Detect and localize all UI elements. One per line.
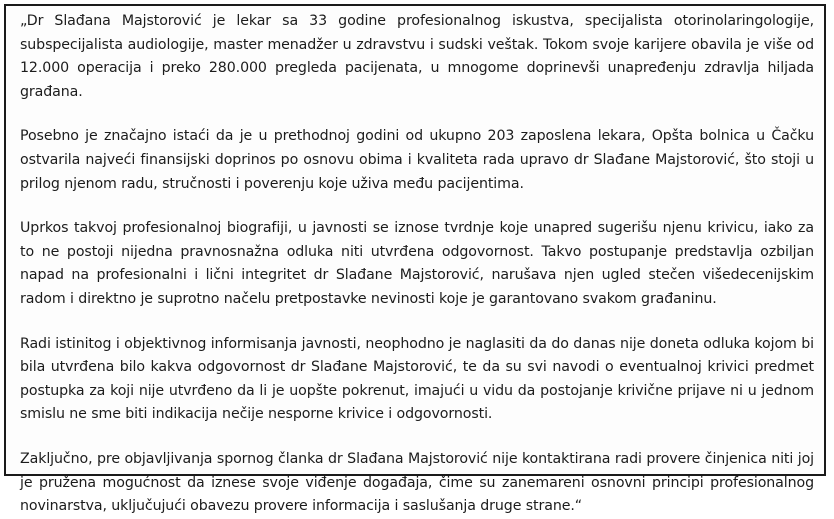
paragraph-conclusion: Zaključno, pre objavljivanja spornog članka dr Slađana Majstorović nije kontaktirana radi provere činjenica niti joj je pružena mogućnost da iznese svoje viđenje događaja, čime su zanemareni osnovni principi profesionalnog novinarstva, uključujući obavezu provere informacija i saslušanja druge strane.“: [20, 450, 814, 515]
paragraph-presumption-of-innocence: Uprkos takvoj profesionalnoj biografiji, u javnosti se iznose tvrdnje koje unapred sugerišu njenu krivicu, iako za to ne postoji nijedna pravnosnažna odluka niti utvrđena odgovornost. Takvo postupanje predstavlja ozbiljan napad na profesionalni i lični integritet dr Slađane Majstorović, narušava njen ugled stečen višedecenijskim radom i direktno je suprotno načelu pretpostavke nevinosti koje je garantovano svakom građaninu.: [20, 220, 814, 307]
paragraph-financial-contribution: Posebno je značajno istaći da je u prethodnoj godini od ukupno 203 zaposlena lekara, Opšta bolnica u Čačku ostvarila najveći finansijski doprinos po osnovu obima i kvaliteta rada upravo dr Slađane Majstorović, što stoji u prilog njenom radu, stručnosti i poverenju koje uživa među pacijentima.: [20, 128, 814, 192]
paragraph-credentials: „Dr Slađana Majstorović je lekar sa 33 godine profesionalnog iskustva, specijalista otorinolaringologije, subspecijalista audiologije, master menadžer u zdravstvu i sudski veštak. Tokom svoje karijere obavila je više od 12.000 operacija i preko 280.000 pregleda pacijenata, u mnogome doprinevši unapređenju zdravlja hiljada građana.: [20, 13, 814, 100]
paragraph-no-established-liability: Radi istinitog i objektivnog informisanja javnosti, neophodno je naglasiti da do danas nije doneta odluka kojom bi bila utvrđena bilo kakva odgovornost dr Slađane Majstorović, te da su svi navodi o eventualnoj krivici predmet postupka za koji nije utvrđeno da li je uopšte pokrenut, imajući u vidu da postojanje krivične prijave ni u jednom smislu ne sme biti indikacija nečije nesporne krivice i odgovornosti.: [20, 335, 814, 423]
document-frame: [4, 4, 826, 515]
